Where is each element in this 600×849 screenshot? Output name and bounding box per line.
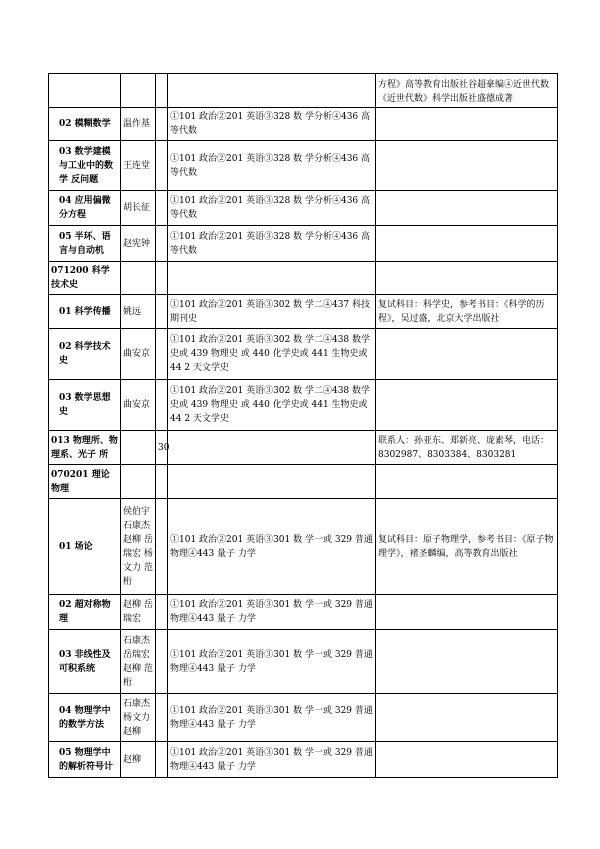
table-row — [49, 595, 558, 630]
notes-cell — [376, 141, 558, 191]
exam-subjects-cell: ①101 政治②201 英语③328 数 学分析④436 高等代数 — [168, 141, 376, 191]
quota-cell — [156, 141, 168, 191]
exam-subjects-cell: ①101 政治②201 英语③302 数 学二④437 科技期刊史 — [168, 295, 376, 329]
exam-subjects-cell: ①101 政治②201 英语③328 数 学分析④436 高等代数 — [168, 191, 376, 226]
quota-cell — [156, 108, 168, 141]
direction-cell: 01 科学传播 — [49, 295, 121, 329]
table-row — [49, 465, 558, 499]
exam-subjects-cell: ①101 政治②201 英语③328 数 学分析④436 高等代数 — [168, 108, 376, 141]
discipline-heading: 070201 理论物理 — [49, 465, 121, 499]
notes-cell — [376, 465, 558, 499]
notes-cell: 联系人：孙亚东、郑新亮、庞素琴，电话：8302987、8303384、8303281 — [376, 431, 558, 465]
quota-cell — [156, 630, 168, 694]
direction-cell: 02 超对称物理 — [49, 595, 121, 630]
exam-subjects-cell: ①101 政治②201 英语③302 数 学二④438 数学史或 439 物理史 或 440 化学史或 441 生物史或 44 2 天文学史 — [168, 380, 376, 431]
notes-cell — [376, 191, 558, 226]
exam-subjects-cell: ①101 政治②201 英语③301 数 学一或 329 普通物理④443 量子 力学 — [168, 742, 376, 778]
direction-cell: 03 非线性及可积系统 — [49, 630, 121, 694]
notes-cell — [376, 694, 558, 742]
notes-cell — [376, 226, 558, 262]
table-row — [49, 499, 558, 595]
table-row — [49, 742, 558, 778]
notes-cell: 方程》高等教育出版社谷超豪编④近世代数《近世代数》科学出版社盛德成著 — [376, 74, 558, 108]
exam-subjects-cell: ①101 政治②201 英语③328 数 学分析④436 高等代数 — [168, 226, 376, 262]
notes-cell — [376, 329, 558, 380]
tutor-cell: 王连堂 — [121, 141, 156, 191]
quota-cell — [156, 380, 168, 431]
table-row — [49, 262, 558, 295]
table-row — [49, 431, 558, 465]
tutor-cell — [121, 465, 156, 499]
exam-subjects-cell: ①101 政治②201 英语③301 数 学一或 329 普通物理④443 量子 力学 — [168, 630, 376, 694]
quota-cell: 30 — [156, 431, 168, 465]
tutor-cell: 侯伯宇 石康杰 赵柳 岳瑞宏 杨文力 范桁 — [121, 499, 156, 595]
notes-cell — [376, 108, 558, 141]
quota-cell — [156, 191, 168, 226]
exam-subjects-cell: ①101 政治②201 英语③301 数 学一或 329 普通物理④443 量子 力学 — [168, 595, 376, 630]
direction-cell: 05 物理学中的解析符号计 — [49, 742, 121, 778]
direction-cell: 02 模糊数学 — [49, 108, 121, 141]
admissions-table — [48, 73, 558, 778]
exam-subjects-cell: ①101 政治②201 英语③301 数 学一或 329 普通物理④443 量子 力学 — [168, 499, 376, 595]
tutor-cell: 姚远 — [121, 295, 156, 329]
notes-cell: 复试科目：原子物理学，参考书目：《原子物理学》，褚圣麟编，高等教育出版社 — [376, 499, 558, 595]
tutor-cell: 胡长征 — [121, 191, 156, 226]
exam-subjects-cell — [168, 431, 376, 465]
quota-cell — [156, 329, 168, 380]
tutor-cell: 石康杰 杨文力 赵柳 — [121, 694, 156, 742]
table-row — [49, 295, 558, 329]
quota-cell — [156, 694, 168, 742]
direction-cell: 04 物理学中的数学方法 — [49, 694, 121, 742]
notes-cell — [376, 380, 558, 431]
tutor-cell — [121, 262, 156, 295]
quota-cell — [156, 74, 168, 108]
tutor-cell — [121, 74, 156, 108]
notes-cell — [376, 742, 558, 778]
exam-subjects-cell — [168, 262, 376, 295]
table-row — [49, 191, 558, 226]
quota-cell — [156, 742, 168, 778]
table-row — [49, 141, 558, 191]
notes-cell — [376, 630, 558, 694]
exam-subjects-cell — [168, 74, 376, 108]
tutor-cell: 曲安京 — [121, 380, 156, 431]
quota-cell — [156, 262, 168, 295]
table-row — [49, 329, 558, 380]
table-row — [49, 74, 558, 108]
table-row — [49, 108, 558, 141]
direction-cell: 03 数学建模与工业中的数学 反问题 — [49, 141, 121, 191]
direction-cell — [49, 74, 121, 108]
tutor-cell: 赵宪钟 — [121, 226, 156, 262]
notes-cell — [376, 595, 558, 630]
tutor-cell: 石康杰 岳瑞宏 赵柳 范桁 — [121, 630, 156, 694]
department-heading: 013 物理所、物理系、光子 所 — [49, 431, 121, 465]
direction-cell: 05 半环、语言与自动机 — [49, 226, 121, 262]
direction-cell: 02 科学技术史 — [49, 329, 121, 380]
discipline-heading: 071200 科学技术史 — [49, 262, 121, 295]
exam-subjects-cell — [168, 465, 376, 499]
quota-cell — [156, 465, 168, 499]
quota-cell — [156, 595, 168, 630]
table-row — [49, 226, 558, 262]
tutor-cell: 曲安京 — [121, 329, 156, 380]
direction-cell: 03 数学思想史 — [49, 380, 121, 431]
table-row — [49, 630, 558, 694]
table-row — [49, 694, 558, 742]
tutor-cell — [121, 431, 156, 465]
tutor-cell: 温作基 — [121, 108, 156, 141]
direction-cell: 01 场论 — [49, 499, 121, 595]
quota-cell — [156, 295, 168, 329]
notes-cell — [376, 262, 558, 295]
direction-cell: 04 应用偏微分方程 — [49, 191, 121, 226]
exam-subjects-cell: ①101 政治②201 英语③301 数 学一或 329 普通物理④443 量子 力学 — [168, 694, 376, 742]
notes-cell: 复试科目：科学史，参考书目：《科学的历程》，吴过盛，北京大学出版社 — [376, 295, 558, 329]
quota-cell — [156, 499, 168, 595]
exam-subjects-cell: ①101 政治②201 英语③302 数 学二④438 数学史或 439 物理史 或 440 化学史或 441 生物史或 44 2 天文学史 — [168, 329, 376, 380]
tutor-cell: 赵柳 岳瑞宏 — [121, 595, 156, 630]
tutor-cell: 赵柳 — [121, 742, 156, 778]
table-row — [49, 380, 558, 431]
quota-cell — [156, 226, 168, 262]
